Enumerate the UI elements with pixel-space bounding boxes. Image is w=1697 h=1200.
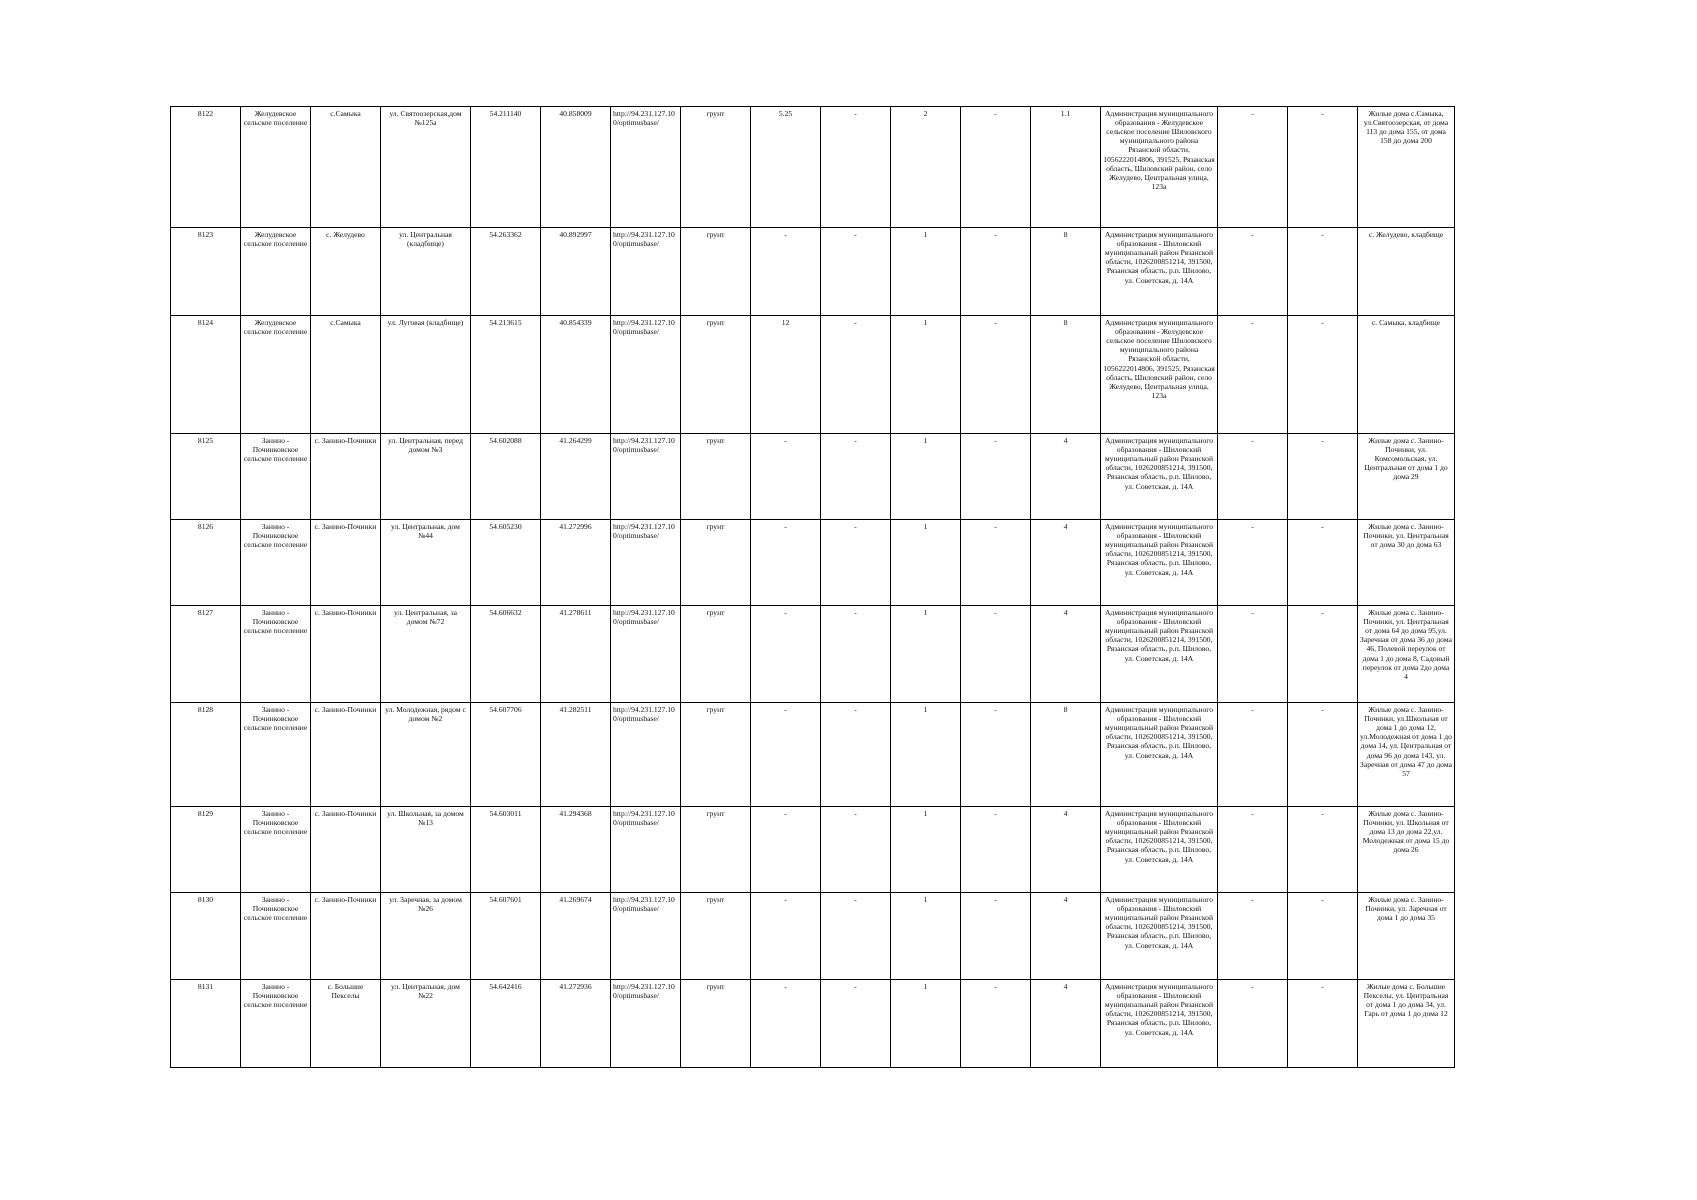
village-cell: с. Большие Пекселы	[311, 980, 381, 1068]
address-cell: ул. Центральная, дом №22	[381, 980, 471, 1068]
served-objects-cell: Жилые дома с. Занино-Починки, ул.Школьная от дома 1 до дома 12, ул.Молодежная от дома 1 до дома 14, ул. Центральная от дома 96 до дома 143, ул. Заречная от дома 47 до дома 57	[1358, 703, 1455, 807]
owner-cell: Администрация муниципального образования - Шиловский муниципальный район Рязанской области, 1026200851214, 391500, Рязанская область, р.п. Шилово, ул. Советская, д. 14А	[1101, 606, 1218, 703]
col-12-cell: -	[961, 807, 1031, 893]
col-12-cell: -	[961, 606, 1031, 703]
col-12-cell: -	[961, 893, 1031, 980]
settlement-cell: Занино - Починковское сельское поселение	[241, 606, 311, 703]
settlement-cell: Занино - Починковское сельское поселение	[241, 434, 311, 520]
surface-cell: грунт	[681, 520, 751, 606]
area-cell: -	[751, 228, 821, 316]
col-16-cell: -	[1288, 980, 1358, 1068]
area-cell: -	[751, 434, 821, 520]
longitude-cell: 41.278611	[541, 606, 611, 703]
col-15-cell: -	[1218, 228, 1288, 316]
table-row	[171, 520, 1455, 606]
table-row	[171, 606, 1455, 703]
volume-cell: 8	[1031, 703, 1101, 807]
area-cell: -	[751, 980, 821, 1068]
col-10-cell: -	[821, 520, 891, 606]
col-12-cell: -	[961, 107, 1031, 228]
surface-cell: грунт	[681, 606, 751, 703]
owner-cell: Администрация муниципального образования - Шиловский муниципальный район Рязанской области, 1026200851214, 391500, Рязанская область, р.п. Шилово, ул. Советская, д. 14А	[1101, 807, 1218, 893]
village-cell: с. Занино-Починки	[311, 703, 381, 807]
area-cell: -	[751, 893, 821, 980]
owner-cell: Администрация муниципального образования - Желудевское сельское поселение Шиловского муниципального района Рязанской области, 1056222014806, 391525, Рязанская область, Шиловский район, село Желудево, Центральная улица, 123а	[1101, 107, 1218, 228]
row-id: 8130	[171, 893, 241, 980]
col-16-cell: -	[1288, 228, 1358, 316]
col-15-cell: -	[1218, 703, 1288, 807]
village-cell: с. Занино-Починки	[311, 807, 381, 893]
row-id: 8123	[171, 228, 241, 316]
latitude-cell: 54.211140	[471, 107, 541, 228]
col-10-cell: -	[821, 316, 891, 434]
table-row	[171, 316, 1455, 434]
area-cell: 12	[751, 316, 821, 434]
col-10-cell: -	[821, 107, 891, 228]
col-10-cell: -	[821, 606, 891, 703]
registry-table	[170, 106, 1455, 1068]
settlement-cell: Занино - Починковское сельское поселение	[241, 980, 311, 1068]
col-15-cell: -	[1218, 316, 1288, 434]
count-cell: 1	[891, 520, 961, 606]
volume-cell: 4	[1031, 807, 1101, 893]
col-10-cell: -	[821, 980, 891, 1068]
settlement-cell: Занино - Починковское сельское поселение	[241, 520, 311, 606]
col-15-cell: -	[1218, 107, 1288, 228]
row-id: 8127	[171, 606, 241, 703]
area-cell: -	[751, 807, 821, 893]
served-objects-cell: Жилые дома с. Большие Пекселы, ул. Центральная от дома 1 до дома 34, ул. Гарь от дома 1 до дома 12	[1358, 980, 1455, 1068]
row-id: 8122	[171, 107, 241, 228]
volume-cell: 4	[1031, 893, 1101, 980]
volume-cell: 1.1	[1031, 107, 1101, 228]
address-cell: ул. Центральная (кладбище)	[381, 228, 471, 316]
col-10-cell: -	[821, 807, 891, 893]
count-cell: 1	[891, 893, 961, 980]
served-objects-cell: Жилые дома с. Занино-Починки, ул. Школьная от дома 13 до дома 22,ул. Молодежная от дома 15 до дома 26	[1358, 807, 1455, 893]
latitude-cell: 54.603011	[471, 807, 541, 893]
col-15-cell: -	[1218, 893, 1288, 980]
count-cell: 1	[891, 807, 961, 893]
village-cell: с. Занино-Починки	[311, 434, 381, 520]
settlement-cell: Желудевское сельское поселение	[241, 316, 311, 434]
owner-cell: Администрация муниципального образования - Шиловский муниципальный район Рязанской области, 1026200851214, 391500, Рязанская область, р.п. Шилово, ул. Советская, д. 14А	[1101, 434, 1218, 520]
served-objects-cell: с. Желудево, кладбище	[1358, 228, 1455, 316]
col-12-cell: -	[961, 703, 1031, 807]
served-objects-cell: Жилые дома с. Занино-Починки, ул. Комсомольская, ул. Центральная от дома 1 до дома 29	[1358, 434, 1455, 520]
address-cell: ул. Луговая (кладбище)	[381, 316, 471, 434]
row-id: 8124	[171, 316, 241, 434]
url-link[interactable]: http://94.231.127.10 0/optimusbase/	[611, 807, 681, 893]
col-16-cell: -	[1288, 703, 1358, 807]
row-id: 8125	[171, 434, 241, 520]
count-cell: 1	[891, 606, 961, 703]
settlement-cell: Желудевское сельское поселение	[241, 228, 311, 316]
latitude-cell: 54.606632	[471, 606, 541, 703]
owner-cell: Администрация муниципального образования - Шиловский муниципальный район Рязанской области, 1026200851214, 391500, Рязанская область, р.п. Шилово, ул. Советская, д. 14А	[1101, 980, 1218, 1068]
surface-cell: грунт	[681, 316, 751, 434]
longitude-cell: 40.858009	[541, 107, 611, 228]
address-cell: ул. Святоозерская,дом №125а	[381, 107, 471, 228]
surface-cell: грунт	[681, 434, 751, 520]
col-16-cell: -	[1288, 606, 1358, 703]
latitude-cell: 54.213615	[471, 316, 541, 434]
col-12-cell: -	[961, 228, 1031, 316]
area-cell: -	[751, 703, 821, 807]
col-16-cell: -	[1288, 893, 1358, 980]
url-link[interactable]: http://94.231.127.10 0/optimusbase/	[611, 893, 681, 980]
col-15-cell: -	[1218, 980, 1288, 1068]
col-15-cell: -	[1218, 606, 1288, 703]
village-cell: с. Занино-Починки	[311, 520, 381, 606]
address-cell: ул. Молодежная, рядом с домом №2	[381, 703, 471, 807]
volume-cell: 4	[1031, 520, 1101, 606]
table-row	[171, 807, 1455, 893]
village-cell: с.Самыка	[311, 316, 381, 434]
served-objects-cell: Жилые дома с. Занино-Починки, ул. Центральная от дома 30 до дома 63	[1358, 520, 1455, 606]
surface-cell: грунт	[681, 703, 751, 807]
owner-cell: Администрация муниципального образования - Шиловский муниципальный район Рязанской области, 1026200851214, 391500, Рязанская область, р.п. Шилово, ул. Советская, д. 14А	[1101, 228, 1218, 316]
longitude-cell: 41.264299	[541, 434, 611, 520]
url-link[interactable]: http://94.231.127.10 0/optimusbase/	[611, 316, 681, 434]
table-row	[171, 434, 1455, 520]
owner-cell: Администрация муниципального образования - Шиловский муниципальный район Рязанской области, 1026200851214, 391500, Рязанская область, р.п. Шилово, ул. Советская, д. 14А	[1101, 893, 1218, 980]
longitude-cell: 41.269674	[541, 893, 611, 980]
surface-cell: грунт	[681, 893, 751, 980]
served-objects-cell: Жилые дома с. Занино-Починки, ул. Заречная от дома 1 до дома 35	[1358, 893, 1455, 980]
table-row	[171, 980, 1455, 1068]
surface-cell: грунт	[681, 107, 751, 228]
owner-cell: Администрация муниципального образования - Шиловский муниципальный район Рязанской области, 1026200851214, 391500, Рязанская область, р.п. Шилово, ул. Советская, д. 14А	[1101, 520, 1218, 606]
count-cell: 1	[891, 703, 961, 807]
col-10-cell: -	[821, 893, 891, 980]
row-id: 8129	[171, 807, 241, 893]
row-id: 8131	[171, 980, 241, 1068]
col-16-cell: -	[1288, 807, 1358, 893]
surface-cell: грунт	[681, 807, 751, 893]
latitude-cell: 54.607601	[471, 893, 541, 980]
count-cell: 1	[891, 434, 961, 520]
col-12-cell: -	[961, 520, 1031, 606]
volume-cell: 8	[1031, 228, 1101, 316]
volume-cell: 4	[1031, 606, 1101, 703]
surface-cell: грунт	[681, 228, 751, 316]
volume-cell: 8	[1031, 316, 1101, 434]
settlement-cell: Занино - Починковское сельское поселение	[241, 807, 311, 893]
village-cell: с. Желудево	[311, 228, 381, 316]
col-10-cell: -	[821, 434, 891, 520]
table-row	[171, 107, 1455, 228]
col-12-cell: -	[961, 980, 1031, 1068]
area-cell: 5.25	[751, 107, 821, 228]
volume-cell: 4	[1031, 980, 1101, 1068]
count-cell: 1	[891, 316, 961, 434]
col-16-cell: -	[1288, 316, 1358, 434]
url-link[interactable]: http://94.231.127.10 0/optimusbase/	[611, 520, 681, 606]
table-body	[171, 107, 1455, 1068]
settlement-cell: Желудевское сельское поселение	[241, 107, 311, 228]
longitude-cell: 41.294368	[541, 807, 611, 893]
address-cell: ул. Центральная, дом №44	[381, 520, 471, 606]
settlement-cell: Занино - Починковское сельское поселение	[241, 703, 311, 807]
col-10-cell: -	[821, 228, 891, 316]
served-objects-cell: Жилые дома с.Самыка, ул.Святоозерская, от дома 113 до дома 155, от дома 158 до дома 200	[1358, 107, 1455, 228]
url-link[interactable]: http://94.231.127.10 0/optimusbase/	[611, 606, 681, 703]
settlement-cell: Занино - Починковское сельское поселение	[241, 893, 311, 980]
longitude-cell: 41.272936	[541, 980, 611, 1068]
owner-cell: Администрация муниципального образования - Шиловский муниципальный район Рязанской области, 1026200851214, 391500, Рязанская область, р.п. Шилово, ул. Советская, д. 14А	[1101, 703, 1218, 807]
village-cell: с. Занино-Починки	[311, 606, 381, 703]
col-15-cell: -	[1218, 520, 1288, 606]
url-link[interactable]: http://94.231.127.10 0/optimusbase/	[611, 980, 681, 1068]
volume-cell: 4	[1031, 434, 1101, 520]
col-12-cell: -	[961, 316, 1031, 434]
surface-cell: грунт	[681, 980, 751, 1068]
longitude-cell: 41.272996	[541, 520, 611, 606]
area-cell: -	[751, 520, 821, 606]
longitude-cell: 41.282511	[541, 703, 611, 807]
served-objects-cell: с. Самыка, кладбище	[1358, 316, 1455, 434]
row-id: 8128	[171, 703, 241, 807]
latitude-cell: 54.605230	[471, 520, 541, 606]
col-16-cell: -	[1288, 520, 1358, 606]
table-row	[171, 228, 1455, 316]
area-cell: -	[751, 606, 821, 703]
table-row	[171, 893, 1455, 980]
count-cell: 1	[891, 980, 961, 1068]
owner-cell: Администрация муниципального образования - Желудевское сельское поселение Шиловского муниципального района Рязанской области, 1056222014806, 391525, Рязанская область, Шиловский район, село Желудево, Центральная улица, 123а	[1101, 316, 1218, 434]
address-cell: ул. Центральная, за домом №72	[381, 606, 471, 703]
address-cell: ул. Центральная, перед домом №3	[381, 434, 471, 520]
latitude-cell: 54.602088	[471, 434, 541, 520]
latitude-cell: 54.263362	[471, 228, 541, 316]
address-cell: ул. Заречная, за домом №26	[381, 893, 471, 980]
row-id: 8126	[171, 520, 241, 606]
col-16-cell: -	[1288, 434, 1358, 520]
col-15-cell: -	[1218, 807, 1288, 893]
latitude-cell: 54.607706	[471, 703, 541, 807]
url-link[interactable]: http://94.231.127.10 0/optimusbase/	[611, 703, 681, 807]
count-cell: 1	[891, 228, 961, 316]
url-link[interactable]: http://94.231.127.10 0/optimusbase/	[611, 107, 681, 228]
col-12-cell: -	[961, 434, 1031, 520]
url-link[interactable]: http://94.231.127.10 0/optimusbase/	[611, 228, 681, 316]
served-objects-cell: Жилые дома с. Занино-Починки, ул. Центральная от дома 64 до дома 95,ул. Заречная от дома 36 до дома 46, Полевой переулок от дома 1 до дома 8, Садовый переулок от дома 2до дома 4	[1358, 606, 1455, 703]
url-link[interactable]: http://94.231.127.10 0/optimusbase/	[611, 434, 681, 520]
col-15-cell: -	[1218, 434, 1288, 520]
village-cell: с.Самыка	[311, 107, 381, 228]
village-cell: с. Занино-Починки	[311, 893, 381, 980]
col-10-cell: -	[821, 703, 891, 807]
count-cell: 2	[891, 107, 961, 228]
latitude-cell: 54.642416	[471, 980, 541, 1068]
col-16-cell: -	[1288, 107, 1358, 228]
address-cell: ул. Школьная, за домом №13	[381, 807, 471, 893]
longitude-cell: 40.854339	[541, 316, 611, 434]
longitude-cell: 40.892997	[541, 228, 611, 316]
table-row	[171, 703, 1455, 807]
